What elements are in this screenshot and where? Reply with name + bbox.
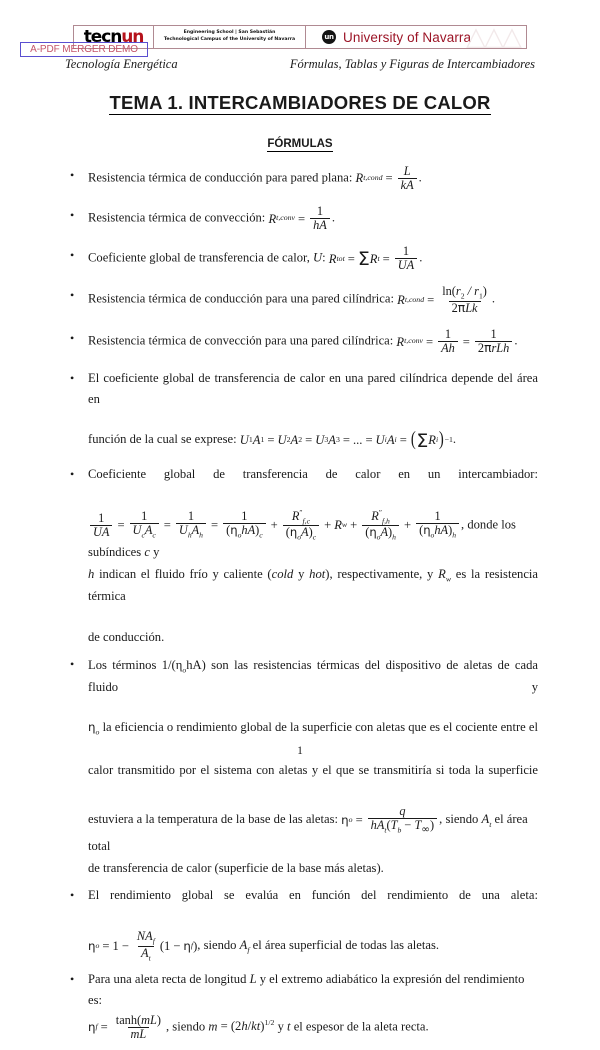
b9-den: $A_t$ — [138, 946, 154, 963]
b8-line2-text: la eficiencia o rendimiento global de la superficie con aletas que es el cociente entre el — [102, 720, 538, 735]
b10-eq-m: = $(2h/kt)^{1/2}$ — [220, 1018, 275, 1034]
b6-line1: El coeficiente global de transferencia de calor en una pared cilíndrica depende del área en — [88, 371, 538, 406]
b9-num: $NA_f$ — [136, 929, 155, 946]
b9-tail-end: el área superficial de todas las aletas. — [252, 938, 440, 953]
b1-equation: R t,cond = $\frac{L}{kA}$ — [356, 165, 419, 192]
crest-watermark-icon: △△△ — [466, 26, 520, 48]
b4-equation: R t,cond = $\frac{\ln(r_2 / r_1)}{\text{2πLk}}$ — [397, 285, 492, 315]
running-head-left: Tecnología Energética — [65, 57, 178, 71]
b8-equation: η o = $\frac{q}{hA_t(T_b - T_\infty)}$ — [341, 805, 439, 836]
b7-rw: R — [438, 567, 446, 582]
b10-line1 — [88, 969, 538, 1010]
b8-line3: calor transmitido por el sistema con aletas y el que se transmitiría si toda la superficie — [88, 763, 538, 778]
b8-line1: Los términos $1/(\eta_ohA)$ son las resistencias térmicas del dispositivo de aletas de cada fluido y — [88, 657, 538, 694]
b7-line2-text: indican el fluido frío y caliente ( — [99, 567, 272, 582]
b10-L: L — [249, 972, 257, 987]
b10-equation: η f = $\frac{\tanh(mL)}{mL}$ — [88, 1014, 166, 1041]
b5-num1: 1 — [444, 327, 452, 342]
b9-equation: η o = 1 − $\frac{NA_f}{A_t}$ (1 − η f ) — [88, 929, 198, 963]
b3-text: Coeficiente global de transferencia de calor, — [88, 250, 310, 265]
b8-at-sub: t — [489, 819, 492, 829]
b1-lhs-sub: t,cond — [363, 173, 383, 183]
b2-num: 1 — [316, 204, 324, 219]
b9-heading: El rendimiento global se evalúa en función del rendimiento de una aleta: — [88, 888, 538, 903]
pdf-demo-watermark-text: A-PDF MERGER DEMO — [30, 44, 138, 55]
b5-den1: Ah — [438, 341, 458, 355]
b9-tail: , siendo — [197, 938, 237, 953]
b4-lhs: R — [397, 293, 405, 308]
b3-equation: R tot = Σ R t = $\frac{1}{UA}$ — [329, 245, 419, 272]
b5-lhs: R — [396, 334, 405, 349]
b5-equation: R t,conv = $\frac{1}{Ah}$ = $\frac{1}{\text{2πrLh}}$ — [396, 328, 514, 355]
formula-list — [62, 165, 538, 1050]
b3-sum-sub: t — [377, 253, 380, 263]
bullet-glyph: • — [70, 288, 75, 303]
list-item — [62, 368, 538, 450]
b3-lhs: R — [328, 251, 337, 266]
bullet-glyph: • — [70, 248, 75, 263]
b1-den: kA — [398, 178, 417, 192]
b7-line2b: ), respectivamente, y — [325, 567, 434, 582]
sigma-icon: Σ — [416, 429, 429, 452]
b5-num2: 1 — [490, 327, 497, 342]
section-heading — [0, 138, 600, 150]
b10-line1b: y el extremo adiabático la expresión del rendimiento es: — [88, 972, 525, 1007]
bullet-glyph: • — [70, 371, 75, 386]
list-item — [62, 165, 538, 192]
b9-equation-line — [88, 930, 538, 962]
b5-den2: 2πrLh — [475, 341, 512, 355]
list-item — [62, 205, 538, 232]
b9-af-sub: f — [247, 945, 250, 955]
b5-text: Resistencia térmica de convección para una pared cilíndrica: — [88, 333, 394, 348]
section-heading-text: FÓRMULAS — [267, 138, 333, 150]
b7-tail-y: y — [153, 544, 160, 559]
list-item — [62, 655, 538, 879]
list-item — [62, 885, 538, 962]
b6-equation: U 1 A 1 = U 2 A 2 = U 3 A 3 = ... = U i A i = ( Σ R i ) −1 — [239, 429, 453, 452]
b10-tail1: , siendo — [166, 1019, 206, 1034]
b8-line2: $\eta_o$ la eficiencia o rendimiento global de la superficie con aletas que es el cociente entre el — [88, 720, 538, 737]
b8-lhs-sub: o — [348, 814, 353, 824]
b8-line1b: hA) son las resistencias térmicas del dispositivo de aletas de cada fluido y — [88, 657, 538, 694]
b3-sum-term: R — [369, 251, 378, 266]
b10-equation-line — [88, 1014, 538, 1041]
b4-tail: . — [491, 292, 496, 307]
b10-num: tanh(mL) — [115, 1013, 161, 1027]
b7-cold: cold — [271, 567, 294, 582]
bullet-glyph: • — [70, 208, 75, 223]
b7-equation: $\frac{1}{UA}$ = $\frac{1}{U_cA_c}$ = $\frac{1}{U_hA_h}$ = $\frac{1}{(\eta_ohA)_c}$ + $\frac{R''_{f,c}}{(\eta_oA)_c}$ + R w + $\frac{R''_{f,h}}{(\eta_oA)_h}$ + $\frac{1}{(\eta_ohA)_h}$ — [88, 509, 461, 542]
b2-text: Resistencia térmica de convección: — [88, 210, 266, 225]
b6-line2-prefix: función de la cual se exprese: — [88, 432, 237, 447]
b10-den: mL — [128, 1027, 150, 1041]
bullet-glyph: • — [70, 657, 75, 672]
b7-line2c: es la resistencia térmica — [88, 567, 539, 604]
page-number: 1 — [297, 745, 303, 757]
b2-lhs-sub: t,conv — [276, 213, 295, 223]
b8-line4 — [88, 805, 538, 856]
b10-tail-y: y — [277, 1019, 284, 1034]
b3-num: 1 — [402, 244, 410, 259]
b10-line1a: Para una aleta recta de longitud — [88, 972, 247, 987]
b8-line4-end: el área total — [88, 812, 528, 853]
sigma-icon: Σ — [357, 248, 370, 271]
running-head-right: Fórmulas, Tablas y Figuras de Intercambiadores — [289, 57, 535, 71]
b6-tail: . — [452, 432, 457, 447]
header-subtitle — [154, 26, 306, 48]
b4-num: $\ln(r_2 / r_1)$ — [442, 284, 487, 301]
tecnun-logo-dark: tecn — [83, 26, 122, 47]
list-item — [62, 328, 538, 355]
university-name: University of Navarra — [343, 29, 472, 45]
b10-t: t — [287, 1019, 291, 1034]
b8-line1a: Los términos 1/(η — [88, 657, 183, 672]
b7-equation-line — [88, 509, 538, 563]
b3-lhs-sub: tot — [336, 253, 345, 263]
b5-tail: . — [514, 333, 518, 348]
b6-line2 — [88, 429, 538, 450]
b4-lhs-sub: t,cond — [404, 294, 425, 304]
b1-lhs: R — [355, 171, 364, 186]
b2-lhs: R — [268, 211, 277, 226]
b5-lhs-sub: t,conv — [404, 336, 423, 346]
b3-colon: : — [322, 250, 326, 265]
bullet-glyph: • — [70, 331, 75, 346]
b7-rw-sub: w — [445, 574, 452, 584]
b3-var: U — [313, 250, 323, 265]
tecnun-logo-red: un — [121, 26, 144, 47]
list-item — [62, 464, 538, 648]
b7-tail1: , donde los subíndices — [88, 517, 516, 559]
pdf-demo-watermark — [20, 42, 148, 57]
b7-tail-c: c — [144, 544, 150, 559]
b8-at: A — [481, 812, 490, 827]
b3-den: UA — [395, 258, 417, 272]
bullet-glyph: • — [70, 888, 75, 903]
b8-line4-prefix: estuviera a la temperatura de la base de las aletas: — [88, 812, 338, 827]
b8-line5: de transferencia de calor (superficie de la base más aletas). — [88, 860, 384, 875]
b10-exp: 1/2 — [264, 1018, 275, 1028]
b7-y: y — [298, 567, 305, 582]
b2-equation: R t,conv = $\frac{1}{hA}$ — [268, 205, 331, 232]
b1-num: L — [403, 164, 411, 178]
page-title — [0, 92, 600, 114]
running-head — [65, 57, 535, 72]
page-title-text: TEMA 1. INTERCAMBIADORES DE CALOR — [109, 92, 491, 113]
header-subtitle-line2: Technological Campus of the University of Navarra — [163, 37, 296, 42]
b9-lhs-sub: o — [95, 940, 100, 950]
b1-text: Resistencia térmica de conducción para pared plana: — [88, 170, 353, 185]
b10-tail-end: el espesor de la aleta recta. — [293, 1019, 429, 1034]
b7-line2: h indican el fluido frío y caliente (cold y hot), respectivamente, y $R_w$ es la resistencia térmica — [88, 567, 539, 604]
bullet-glyph: • — [70, 972, 75, 987]
bullet-glyph: • — [70, 466, 75, 481]
b8-num: q — [399, 803, 406, 818]
list-item — [62, 969, 538, 1041]
un-badge-icon: un — [322, 30, 336, 44]
b9-af: A — [239, 938, 248, 953]
b3-tail: . — [419, 250, 423, 265]
list-item — [62, 285, 538, 315]
b10-m: m — [208, 1019, 218, 1034]
b2-den: hA — [310, 218, 330, 232]
b1-tail: . — [418, 170, 422, 185]
b7-line3: de conducción. — [88, 630, 165, 645]
b7-hot: hot — [309, 567, 326, 582]
b2-tail: . — [331, 210, 335, 225]
b10-lhs-sub: f — [95, 1022, 98, 1032]
header-subtitle-line1: Engineering School | San Sebastián — [183, 30, 276, 36]
b7-heading: Coeficiente global de transferencia de calor en un intercambiador: — [88, 466, 538, 481]
b4-den: 2πLk — [449, 301, 481, 315]
university-brand — [306, 26, 526, 48]
b8-den: $hA_t(T_b - T_\infty)$ — [368, 818, 437, 836]
b8-line4-suffix: , siendo — [439, 812, 479, 827]
b4-text: Resistencia térmica de conducción para una pared cilíndrica: — [88, 292, 394, 307]
list-item — [62, 245, 538, 272]
bullet-glyph: • — [70, 167, 75, 182]
